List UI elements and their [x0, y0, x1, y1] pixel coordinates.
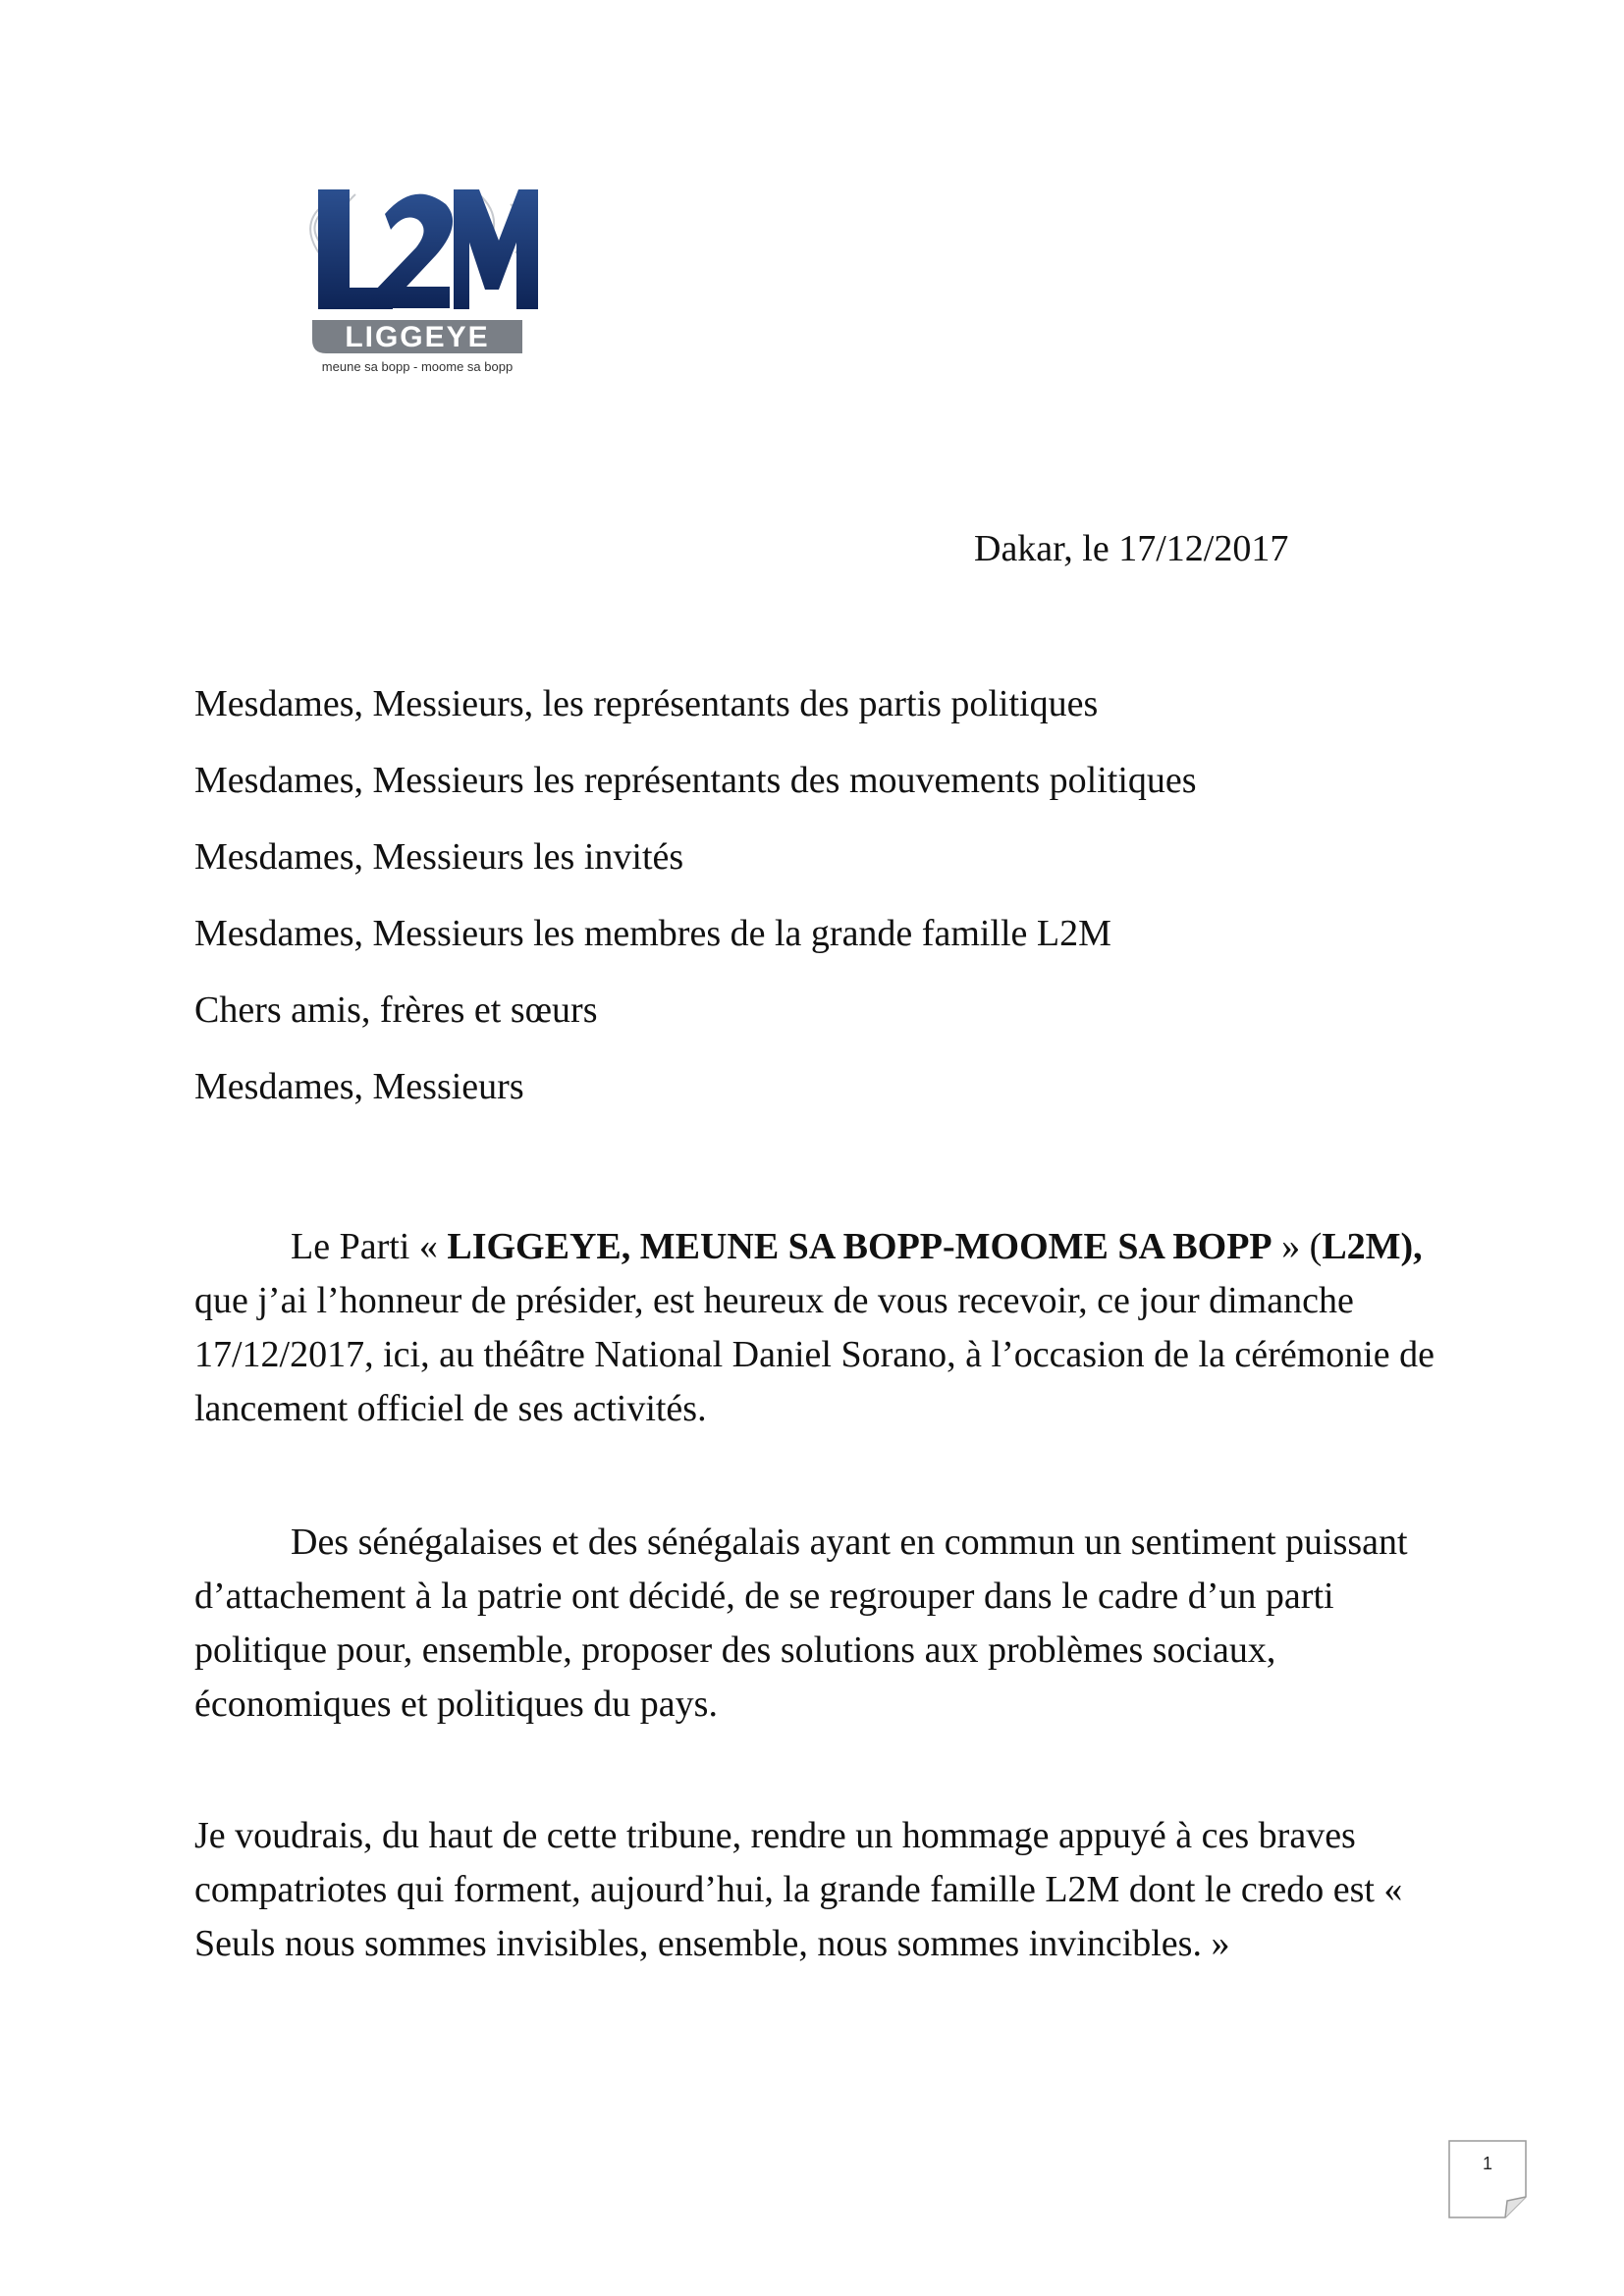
greeting-line: Mesdames, Messieurs, les représentants des partis politiques	[194, 683, 1099, 724]
party-name: LIGGEYE, MEUNE SA BOPP-MOOME SA BOPP	[447, 1226, 1272, 1267]
l2m-logo-mark	[295, 185, 540, 381]
party-acronym: L2M),	[1322, 1226, 1423, 1267]
greeting-line: Mesdames, Messieurs les membres de la grande famille L2M	[194, 913, 1111, 954]
intro-mid: » (	[1272, 1226, 1323, 1267]
greeting-line: Chers amis, frères et sœurs	[194, 989, 598, 1031]
page-number-tag	[1448, 2140, 1529, 2218]
paragraph-intro	[194, 1220, 1441, 1436]
page-number: 1	[1482, 2154, 1492, 2173]
folded-page-icon	[1448, 2140, 1529, 2218]
paragraph-tribute: Je voudrais, du haut de cette tribune, rendre un hommage appuyé à ces braves compatriotes qui forment, aujourd’hui, la grande famille L2M dont le credo est « Seuls nous sommes invisibles, ensemble, nous sommes invincibles. »	[194, 1815, 1403, 1964]
greeting-line: Mesdames, Messieurs les invités	[194, 836, 684, 878]
greeting-line: Mesdames, Messieurs les représentants des mouvements politiques	[194, 760, 1197, 801]
logo-name: LIGGEYE	[345, 321, 490, 353]
intro-lead: Le Parti «	[291, 1226, 448, 1267]
date-line: Dakar, le 17/12/2017	[974, 528, 1289, 569]
greeting-line: Mesdames, Messieurs	[194, 1066, 524, 1107]
paragraph-founding: Des sénégalaises et des sénégalais ayant en commun un sentiment puissant d’attachement à la patrie ont décidé, de se regrouper dans le cadre d’un parti politique pour, ensemble, proposer des solutions aux problèmes sociaux, économiques et politiques du pays.	[194, 1522, 1408, 1725]
intro-rest: que j’ai l’honneur de présider, est heureux de vous recevoir, ce jour dimanche 17/12/2017, ici, au théâtre National Daniel Sorano, à l’occasion de la cérémonie de lancement officiel de ses activités.	[194, 1280, 1435, 1429]
logo-tagline: meune sa bopp - moome sa bopp	[321, 359, 514, 374]
party-logo	[295, 185, 540, 381]
greetings-list	[194, 681, 1471, 1141]
